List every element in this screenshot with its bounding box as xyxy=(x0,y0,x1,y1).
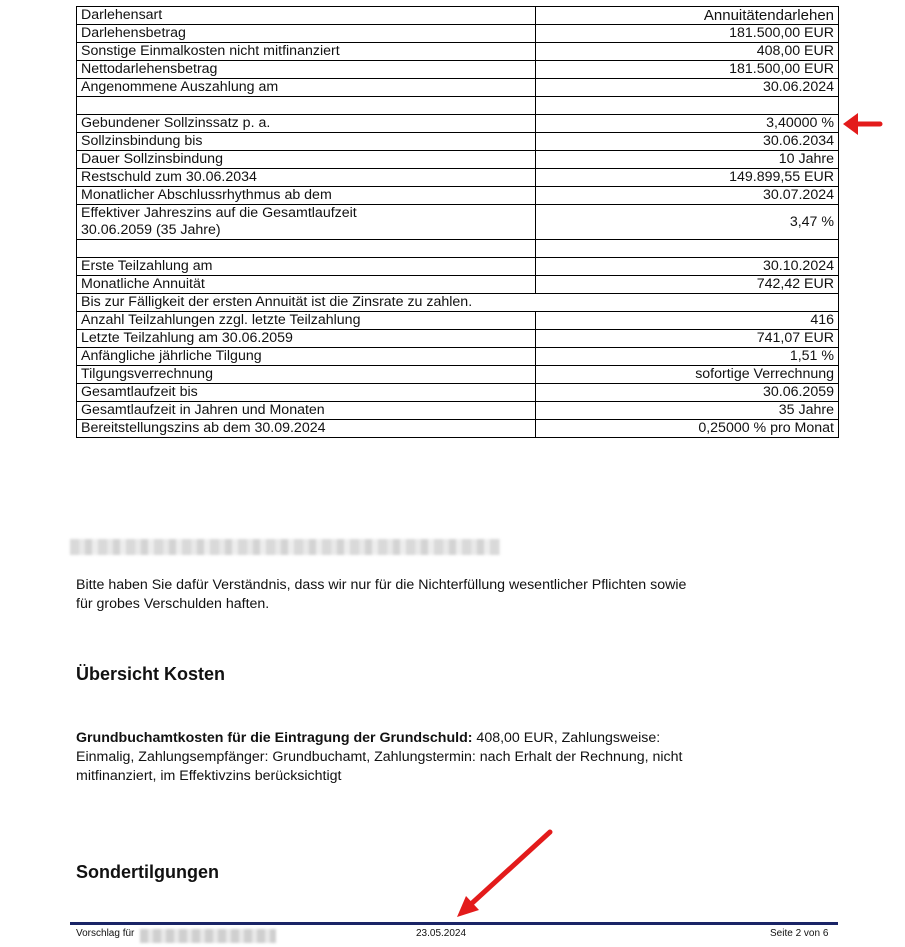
table-row xyxy=(77,420,839,438)
row-value: 35 Jahre xyxy=(536,402,839,420)
costs-item-title: Grundbuchamtkosten für die Eintragung der Grundschuld: xyxy=(76,730,473,746)
table-row xyxy=(77,151,839,169)
costs-heading: Übersicht Kosten xyxy=(76,664,226,684)
row-value: 0,25000 % pro Monat xyxy=(536,420,839,438)
row-value: sofortige Verrechnung xyxy=(536,366,839,384)
table-row xyxy=(77,366,839,384)
row-label: Sollzinsbindung bis xyxy=(77,133,536,151)
row-label: Gebundener Sollzinssatz p. a. xyxy=(77,115,536,133)
row-value: 416 xyxy=(536,312,839,330)
row-value: 30.06.2059 xyxy=(536,384,839,402)
table-row xyxy=(77,79,839,97)
footer-rule xyxy=(70,922,838,925)
red-arrow-icon xyxy=(843,113,880,135)
row-label: Anzahl Teilzahlungen zzgl. letzte Teilzahlung xyxy=(77,312,536,330)
row-value: 30.06.2024 xyxy=(536,79,839,97)
loan-details-table xyxy=(76,6,839,438)
row-label: Sonstige Einmalkosten nicht mitfinanziert xyxy=(77,43,536,61)
row-label: Letzte Teilzahlung am 30.06.2059 xyxy=(77,330,536,348)
row-value: 149.899,55 EUR xyxy=(536,169,839,187)
row-label: Monatliche Annuität xyxy=(77,276,536,294)
table-row xyxy=(77,258,839,276)
empty-cell xyxy=(536,97,839,115)
table-row-empty xyxy=(77,97,839,115)
costs-text: Einmalig, Zahlungsempfänger: Grundbuchamt, Zahlungstermin: nach Erhalt der Rechnung, nicht xyxy=(76,749,683,765)
row-label-line: Effektiver Jahreszins auf die Gesamtlaufzeit xyxy=(81,205,357,221)
footer-date: 23.05.2024 xyxy=(416,928,467,939)
row-value: 181.500,00 EUR xyxy=(536,61,839,79)
row-label: Erste Teilzahlung am xyxy=(77,258,536,276)
table-row xyxy=(77,187,839,205)
row-label: Gesamtlaufzeit in Jahren und Monaten xyxy=(77,402,536,420)
footer-proposal-label: Vorschlag für xyxy=(76,928,135,939)
row-label: Restschuld zum 30.06.2034 xyxy=(77,169,536,187)
row-value: 3,47 % xyxy=(536,205,839,240)
row-label: Darlehensart xyxy=(77,7,536,25)
footer-redacted xyxy=(140,929,276,943)
special-repayments-heading: Sondertilgungen xyxy=(76,862,219,882)
table-row xyxy=(77,7,839,25)
empty-cell xyxy=(536,240,839,258)
row-value: Annuitätendarlehen xyxy=(536,7,839,25)
row-value: 30.06.2034 xyxy=(536,133,839,151)
row-label: Dauer Sollzinsbindung xyxy=(77,151,536,169)
footer-page-number: Seite 2 von 6 xyxy=(770,928,829,939)
table-row xyxy=(77,169,839,187)
table-row xyxy=(77,348,839,366)
row-label: Gesamtlaufzeit bis xyxy=(77,384,536,402)
row-label-line: 30.06.2059 (35 Jahre) xyxy=(81,222,221,238)
red-arrow-icon xyxy=(457,832,550,917)
empty-cell xyxy=(77,97,536,115)
row-value: 181.500,00 EUR xyxy=(536,25,839,43)
row-label: Angenommene Auszahlung am xyxy=(77,79,536,97)
row-value: 30.07.2024 xyxy=(536,187,839,205)
row-value: 741,07 EUR xyxy=(536,330,839,348)
row-label: Monatlicher Abschlussrhythmus ab dem xyxy=(77,187,536,205)
table-row xyxy=(77,61,839,79)
table-row-note xyxy=(77,294,839,312)
table-row xyxy=(77,115,839,133)
row-value: 30.10.2024 xyxy=(536,258,839,276)
row-value: 408,00 EUR xyxy=(536,43,839,61)
liability-paragraph xyxy=(76,576,776,614)
liability-line: Bitte haben Sie dafür Verständnis, dass wir nur für die Nichterfüllung wesentlicher Pflichten sowie xyxy=(76,577,687,593)
row-label: Darlehensbetrag xyxy=(77,25,536,43)
row-value: 1,51 % xyxy=(536,348,839,366)
interest-note: Bis zur Fälligkeit der ersten Annuität ist die Zinsrate zu zahlen. xyxy=(77,294,839,312)
table-row xyxy=(77,276,839,294)
costs-text: mitfinanziert, im Effektivzins berücksichtigt xyxy=(76,768,342,784)
costs-paragraph xyxy=(76,729,776,786)
row-value: 3,40000 % xyxy=(536,115,839,133)
row-label: Tilgungsverrechnung xyxy=(77,366,536,384)
table-row xyxy=(77,25,839,43)
table-row xyxy=(77,312,839,330)
row-label: Nettodarlehensbetrag xyxy=(77,61,536,79)
row-label: Anfängliche jährliche Tilgung xyxy=(77,348,536,366)
table-row xyxy=(77,402,839,420)
redacted-text-block xyxy=(70,539,500,555)
row-label: Bereitstellungszins ab dem 30.09.2024 xyxy=(77,420,536,438)
row-value: 742,42 EUR xyxy=(536,276,839,294)
table-row xyxy=(77,384,839,402)
costs-text: 408,00 EUR, Zahlungsweise: xyxy=(472,730,661,746)
table-row xyxy=(77,43,839,61)
row-value: 10 Jahre xyxy=(536,151,839,169)
table-row xyxy=(77,133,839,151)
empty-cell xyxy=(77,240,536,258)
table-row xyxy=(77,205,839,240)
table-row-empty xyxy=(77,240,839,258)
row-label-multiline xyxy=(77,205,536,240)
liability-line: für grobes Verschulden haften. xyxy=(76,596,270,612)
table-row xyxy=(77,330,839,348)
